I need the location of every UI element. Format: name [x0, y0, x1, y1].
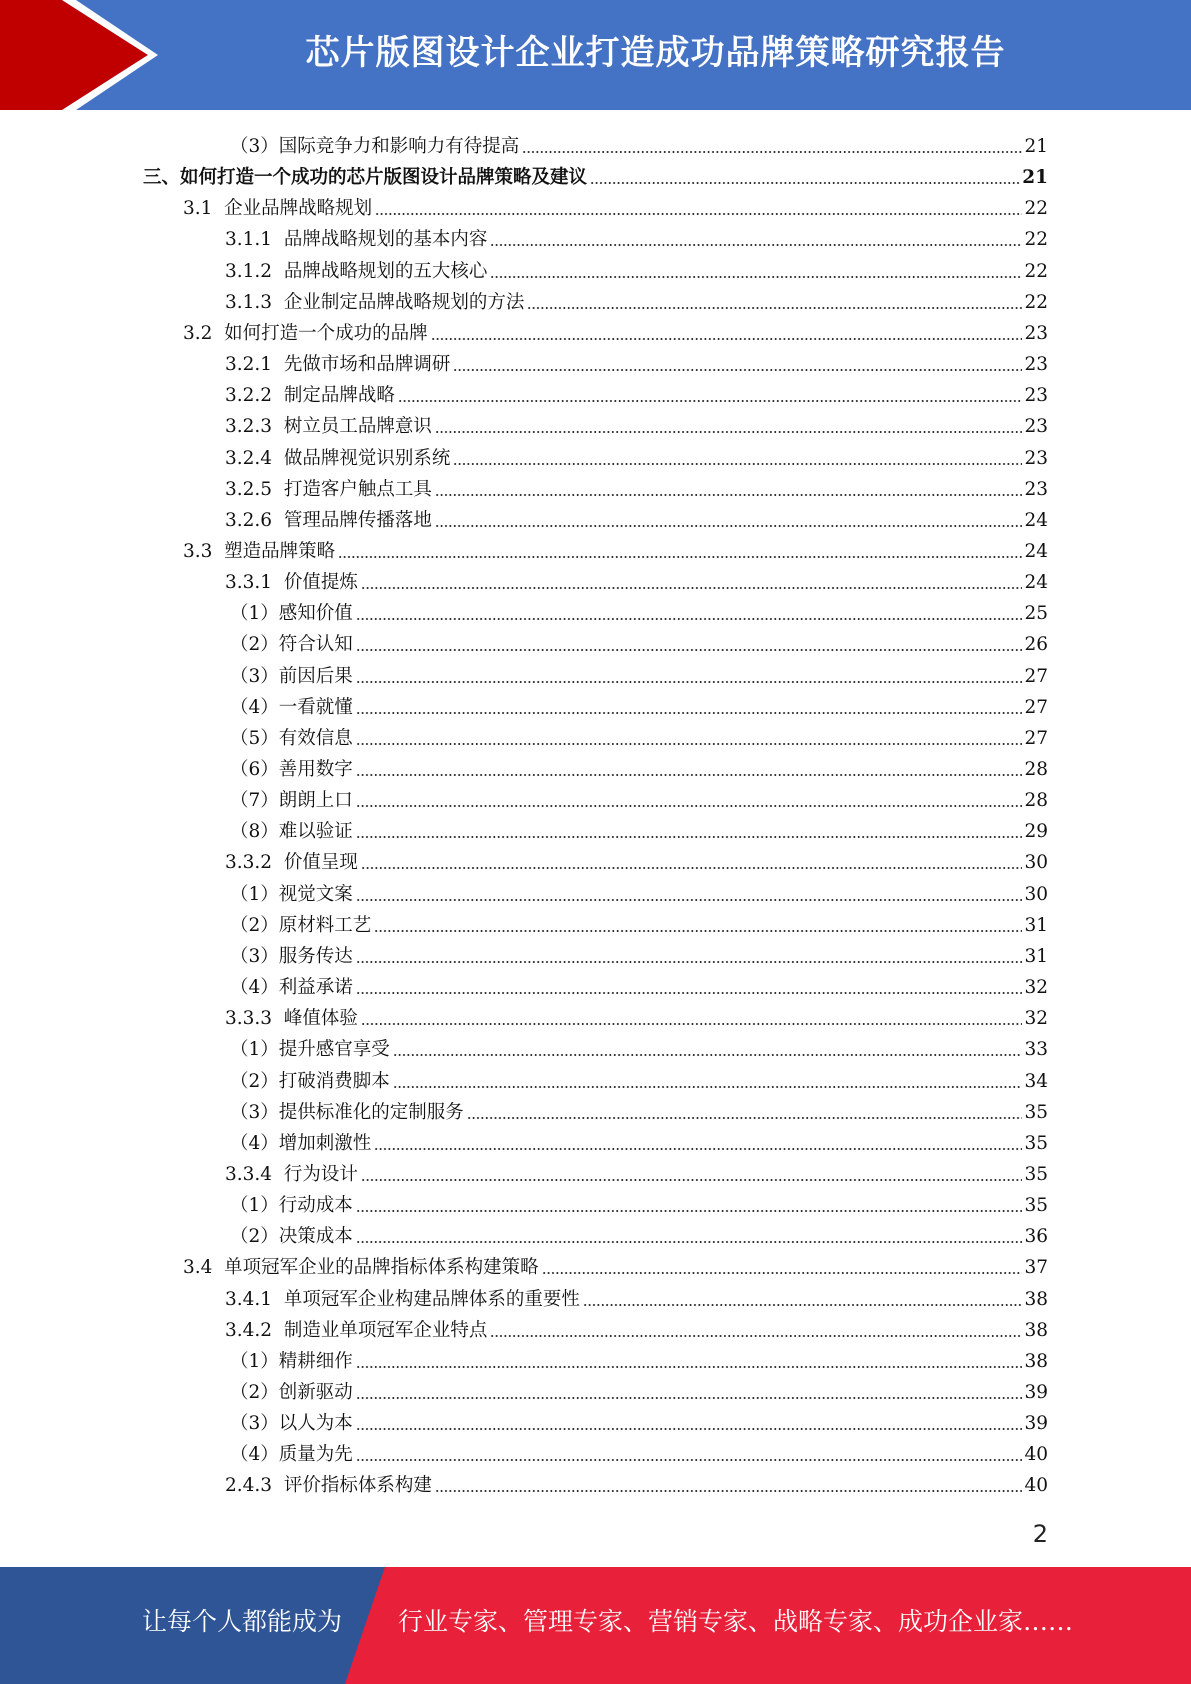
toc-entry-title: 3.2.5 打造客户触点工具 — [225, 478, 432, 500]
toc-entry-title: 3.1.1 品牌战略规划的基本内容 — [225, 229, 488, 251]
toc-leader-dots — [356, 899, 1023, 901]
toc-leader-dots — [356, 649, 1023, 651]
toc-entry[interactable] — [230, 781, 1048, 812]
toc-entry-page: 26 — [1024, 634, 1048, 656]
toc-entry[interactable] — [225, 376, 1048, 407]
toc-entry[interactable] — [225, 999, 1048, 1030]
toc-entry-page: 31 — [1024, 914, 1048, 936]
toc-entry-title: 3.2.3 树立员工品牌意识 — [225, 416, 432, 438]
toc-leader-dots — [522, 151, 1022, 153]
toc-entry-page: 27 — [1024, 727, 1048, 749]
toc-entry-title: （4）质量为先 — [230, 1444, 353, 1466]
toc-entry-title: （1）精耕细作 — [230, 1350, 353, 1372]
toc-entry[interactable] — [230, 812, 1048, 843]
toc-entry-title: （3）提供标准化的定制服务 — [230, 1101, 464, 1123]
toc-leader-dots — [361, 867, 1023, 869]
toc-leader-dots — [453, 369, 1022, 371]
toc-leader-dots — [435, 494, 1023, 496]
toc-entry[interactable] — [225, 439, 1048, 470]
page-footer — [0, 1567, 1191, 1684]
toc-leader-dots — [356, 1459, 1023, 1461]
toc-entry-title: （2）创新驱动 — [230, 1382, 353, 1403]
toc-leader-dots — [374, 1148, 1022, 1150]
toc-entry-title: （8）难以验证 — [230, 821, 353, 843]
toc-entry[interactable] — [225, 252, 1048, 283]
toc-leader-dots — [361, 1179, 1023, 1181]
toc-entry-page: 24 — [1024, 509, 1048, 531]
toc-entry[interactable] — [230, 1342, 1048, 1373]
page-number: 2 — [1032, 1520, 1048, 1548]
toc-entry-page: 38 — [1024, 1319, 1048, 1341]
toc-entry-page: 30 — [1024, 852, 1048, 874]
toc-entry[interactable] — [230, 1217, 1048, 1248]
toc-entry-title: 3.3.2 价值呈现 — [225, 852, 358, 874]
toc-leader-dots — [356, 1397, 1023, 1399]
toc-leader-dots — [356, 836, 1023, 838]
toc-entry-title: （2）打破消费脚本 — [230, 1070, 390, 1092]
report-title: 芯片版图设计企业打造成功品牌策略研究报告 — [305, 33, 1006, 73]
toc-leader-dots — [527, 307, 1022, 309]
toc-leader-dots — [583, 1304, 1023, 1306]
toc-entry-page: 33 — [1024, 1039, 1048, 1061]
toc-entry-title: 3.2.4 做品牌视觉识别系统 — [225, 447, 451, 469]
toc-entry[interactable] — [230, 968, 1048, 999]
toc-entry[interactable] — [230, 1186, 1048, 1217]
toc-entry[interactable] — [230, 1093, 1048, 1124]
toc-entry[interactable] — [183, 1248, 1048, 1279]
toc-entry-title: （4）利益承诺 — [230, 977, 353, 999]
toc-entry-title: （2）符合认知 — [230, 634, 353, 656]
toc-entry[interactable] — [225, 283, 1048, 314]
toc-entry[interactable] — [230, 688, 1048, 719]
toc-leader-dots — [375, 213, 1022, 215]
toc-leader-dots — [398, 400, 1023, 402]
toc-entry-page: 23 — [1024, 354, 1048, 376]
toc-entry[interactable] — [225, 1280, 1048, 1311]
toc-leader-dots — [435, 525, 1023, 527]
toc-leader-dots — [356, 774, 1023, 776]
toc-entry-page: 23 — [1024, 385, 1048, 407]
footer-slogan-right: 行业专家、管理专家、营销专家、战略专家、成功企业家…… — [398, 1607, 1074, 1636]
toc-entry-page: 24 — [1024, 540, 1048, 562]
toc-entry-page: 36 — [1024, 1226, 1048, 1248]
toc-entry[interactable] — [183, 314, 1048, 345]
toc-entry[interactable] — [230, 1124, 1048, 1155]
toc-entry-page: 32 — [1024, 977, 1048, 999]
toc-entry-title: （1）提升感官享受 — [230, 1039, 390, 1061]
toc-entry-title: 3.3.3 峰值体验 — [225, 1008, 358, 1030]
toc-entry-page: 24 — [1024, 572, 1048, 594]
toc-entry-page: 28 — [1024, 790, 1048, 812]
toc-entry[interactable] — [230, 750, 1048, 781]
toc-leader-dots — [374, 930, 1022, 932]
toc-entry-title: 3.2.6 管理品牌传播落地 — [225, 509, 432, 531]
toc-entry-title: 3.2.1 先做市场和品牌调研 — [225, 354, 451, 376]
toc-leader-dots — [490, 244, 1022, 246]
toc-entry-title: （2）决策成本 — [230, 1226, 353, 1248]
toc-entry-page: 40 — [1024, 1475, 1048, 1497]
toc-entry[interactable] — [230, 625, 1048, 656]
toc-entry-title: （6）善用数字 — [230, 759, 353, 780]
toc-entry[interactable] — [225, 470, 1048, 501]
toc-entry-page: 35 — [1024, 1163, 1048, 1185]
toc-entry-page: 25 — [1024, 603, 1048, 625]
toc-entry-title: 3.2 如何打造一个成功的品牌 — [183, 322, 428, 344]
toc-leader-dots — [467, 1117, 1023, 1119]
toc-leader-dots — [490, 276, 1022, 278]
toc-entry[interactable] — [225, 407, 1048, 438]
toc-entry-page: 38 — [1024, 1350, 1048, 1372]
toc-entry-title: 3.3 塑造品牌策略 — [183, 540, 336, 562]
toc-entry[interactable] — [230, 937, 1048, 968]
toc-entry-title: 3.1.2 品牌战略规划的五大核心 — [225, 260, 488, 282]
toc-leader-dots — [356, 1366, 1023, 1368]
toc-leader-dots — [590, 182, 1020, 184]
toc-entry[interactable] — [230, 1030, 1048, 1061]
toc-entry-title: 3.3.4 行为设计 — [225, 1163, 358, 1185]
toc-entry[interactable] — [225, 345, 1048, 376]
toc-entry-page: 27 — [1024, 665, 1048, 687]
toc-entry[interactable] — [183, 532, 1048, 563]
toc-entry-page: 22 — [1024, 229, 1048, 251]
toc-entry[interactable] — [230, 594, 1048, 625]
toc-entry-title: 3.1 企业品牌战略规划 — [183, 198, 373, 220]
toc-entry-title: （4）增加刺激性 — [230, 1132, 372, 1154]
toc-entry-page: 22 — [1024, 260, 1048, 282]
toc-entry-title: （3）国际竞争力和影响力有待提高 — [230, 136, 520, 157]
toc-leader-dots — [356, 618, 1023, 620]
toc-leader-dots — [490, 1335, 1022, 1337]
toc-entry-page: 35 — [1024, 1101, 1048, 1123]
toc-entry-page: 39 — [1024, 1413, 1048, 1435]
toc-entry[interactable] — [230, 1435, 1048, 1466]
toc-entry-page: 27 — [1024, 696, 1048, 718]
toc-leader-dots — [356, 961, 1023, 963]
toc-entry-page: 31 — [1024, 945, 1048, 967]
toc-entry[interactable] — [225, 1155, 1048, 1186]
toc-entry-title: 2.4.3 评价指标体系构建 — [225, 1475, 432, 1497]
toc-leader-dots — [356, 712, 1023, 714]
toc-entry[interactable] — [230, 1404, 1048, 1435]
toc-leader-dots — [356, 743, 1023, 745]
toc-entry-page: 22 — [1024, 198, 1048, 220]
toc-entry[interactable] — [225, 1311, 1048, 1342]
toc-entry-title: 3.4.1 单项冠军企业构建品牌体系的重要性 — [225, 1288, 580, 1310]
toc-leader-dots — [356, 681, 1023, 683]
toc-entry-page: 23 — [1024, 478, 1048, 500]
toc-entry-page: 23 — [1024, 447, 1048, 469]
toc-entry-title: 3.3.1 价值提炼 — [225, 572, 358, 594]
toc-entry-title: （3）前因后果 — [230, 665, 353, 687]
toc-leader-dots — [435, 1490, 1023, 1492]
toc-entry-page: 23 — [1024, 416, 1048, 438]
toc-entry-page: 22 — [1024, 291, 1048, 313]
toc-entry[interactable] — [143, 158, 1048, 189]
toc-entry-title: （1）视觉文案 — [230, 883, 353, 905]
toc-entry-page: 34 — [1024, 1070, 1048, 1092]
toc-entry-title: （7）朗朗上口 — [230, 790, 353, 812]
toc-entry-title: （5）有效信息 — [230, 727, 353, 749]
toc-entry-title: 3.4.2 制造业单项冠军企业特点 — [225, 1319, 488, 1341]
toc-leader-dots — [356, 1210, 1023, 1212]
toc-leader-dots — [431, 338, 1023, 340]
toc-entry-page: 30 — [1024, 883, 1048, 905]
toc-entry-page: 23 — [1024, 322, 1048, 344]
toc-entry[interactable] — [230, 657, 1048, 688]
toc-entry[interactable] — [230, 875, 1048, 906]
toc-entry-title: （2）原材料工艺 — [230, 914, 372, 936]
toc-leader-dots — [453, 463, 1022, 465]
toc-entry-title: 3.2.2 制定品牌战略 — [225, 385, 395, 407]
toc-entry[interactable] — [230, 1062, 1048, 1093]
toc-leader-dots — [356, 1241, 1023, 1243]
toc-entry-title: （3）服务传达 — [230, 945, 353, 967]
toc-leader-dots — [356, 1428, 1023, 1430]
toc-entry-title: 三、如何打造一个成功的芯片版图设计品牌策略及建议 — [143, 167, 588, 189]
toc-entry[interactable] — [230, 906, 1048, 937]
toc-entry-page: 21 — [1022, 167, 1048, 189]
toc-entry-page: 35 — [1024, 1195, 1048, 1217]
toc-leader-dots — [338, 556, 1022, 558]
toc-entry[interactable] — [230, 719, 1048, 750]
toc-leader-dots — [542, 1272, 1023, 1274]
toc-entry-page: 28 — [1024, 759, 1048, 780]
toc-entry[interactable] — [183, 189, 1048, 220]
toc-leader-dots — [356, 805, 1023, 807]
toc-entry-page: 21 — [1024, 136, 1048, 157]
toc-entry[interactable] — [230, 127, 1048, 158]
toc-leader-dots — [361, 587, 1023, 589]
toc-entry-page: 29 — [1024, 821, 1048, 843]
report-header — [0, 0, 1191, 110]
toc-entry-page: 39 — [1024, 1382, 1048, 1403]
footer-slogan-left: 让每个人都能成为 — [142, 1607, 343, 1636]
toc-entry-title: 3.1.3 企业制定品牌战略规划的方法 — [225, 291, 525, 313]
toc-entry-title: （1）行动成本 — [230, 1195, 353, 1217]
toc-entry[interactable] — [225, 1466, 1048, 1497]
toc-entry-page: 37 — [1024, 1257, 1048, 1279]
toc-entry[interactable] — [225, 843, 1048, 874]
toc-entry-page: 40 — [1024, 1444, 1048, 1466]
toc-leader-dots — [356, 992, 1023, 994]
toc-entry-page: 38 — [1024, 1288, 1048, 1310]
toc-entry-page: 35 — [1024, 1132, 1048, 1154]
toc-leader-dots — [361, 1023, 1023, 1025]
toc-entry-title: （4）一看就懂 — [230, 696, 353, 718]
toc-entry[interactable] — [225, 501, 1048, 532]
toc-leader-dots — [393, 1054, 1023, 1056]
toc-leader-dots — [393, 1086, 1023, 1088]
toc-entry[interactable] — [225, 220, 1048, 251]
toc-entry-page: 32 — [1024, 1008, 1048, 1030]
toc-entry[interactable] — [225, 563, 1048, 594]
toc-leader-dots — [435, 431, 1023, 433]
toc-entry-title: （3）以人为本 — [230, 1413, 353, 1435]
toc-entry[interactable] — [230, 1373, 1048, 1404]
toc-entry-title: （1）感知价值 — [230, 603, 353, 625]
toc-entry-title: 3.4 单项冠军企业的品牌指标体系构建策略 — [183, 1257, 539, 1279]
